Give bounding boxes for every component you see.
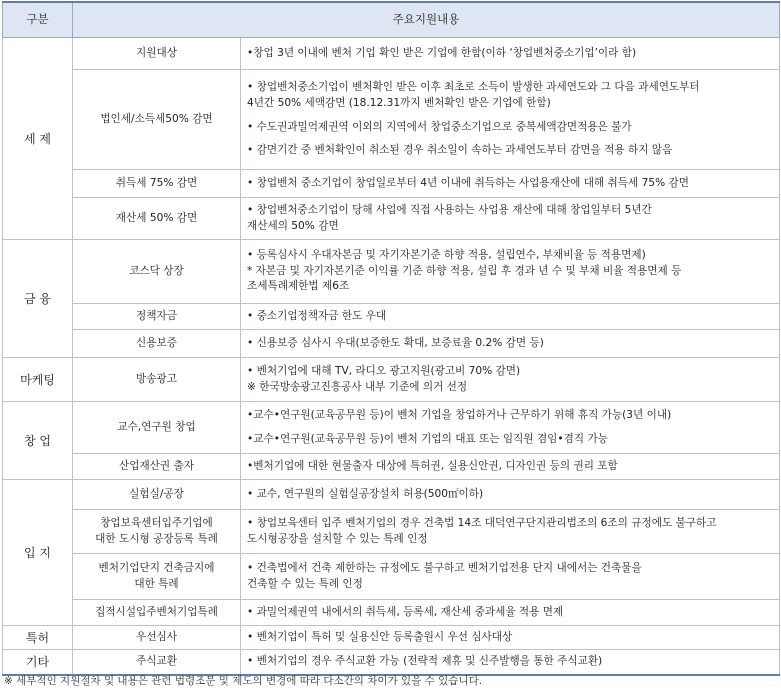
description-cell — [241, 402, 780, 454]
category-cell: 특허 — [3, 626, 73, 650]
category-cell: 금 융 — [3, 240, 73, 358]
description-line: • 창업벤처중소기업이 벤처확인 받은 이후 최초로 소득이 발생한 과세연도와 그 다음 과세연도부터 — [247, 80, 700, 93]
description-paragraph — [247, 143, 773, 159]
item-cell — [73, 402, 241, 454]
description-paragraph — [247, 432, 773, 448]
table-body — [3, 38, 780, 675]
table-row — [3, 650, 780, 675]
description-line: • 수도권과밀억제권역 이외의 지역에서 창업중소기업으로 중복세액감면적용은 불가 — [247, 120, 632, 133]
table-row — [3, 38, 780, 70]
item-label: 법인세/소득세50% 감면 — [100, 112, 213, 125]
description-line: 4년간 50% 세액감면 (18.12.31까지 벤처확인 받은 기업에 한함) — [247, 96, 551, 109]
table-row — [3, 480, 780, 510]
description-line: •교수•연구원(교육공무원 등)이 벤처 기업의 대표 또는 임직원 겸임•겸직 가능 — [247, 432, 608, 445]
item-label: 대한 특례 — [134, 577, 179, 590]
description-line: •창업 3년 이내에 벤처 기업 확인 받은 기업에 한함(이하 ‘창업벤처중소기업’이라 함) — [247, 46, 637, 59]
description-paragraph — [247, 336, 773, 352]
description-paragraph — [247, 561, 773, 593]
description-cell — [241, 480, 780, 510]
description-line: • 교수, 연구원의 실험실공장설치 허용(500㎡이하) — [247, 487, 484, 500]
category-cell: 입 지 — [3, 480, 73, 626]
table-row — [3, 304, 780, 330]
item-label: 창업보육센터입주기업에 — [100, 516, 213, 529]
item-label: 취득세 75% 감면 — [115, 176, 198, 189]
description-cell — [241, 330, 780, 358]
description-paragraph — [247, 309, 773, 325]
description-cell — [241, 554, 780, 600]
description-paragraph — [247, 487, 773, 503]
table-row — [3, 454, 780, 480]
description-paragraph — [247, 605, 773, 621]
table-row — [3, 600, 780, 626]
table-row — [3, 554, 780, 600]
description-line: • 신용보증 심사시 우대(보증한도 확대, 보증료율 0.2% 감면 등) — [247, 336, 544, 349]
item-cell — [73, 70, 241, 170]
item-label: 정책자금 — [136, 309, 177, 322]
item-cell — [73, 650, 241, 675]
item-cell — [73, 330, 241, 358]
item-cell — [73, 198, 241, 240]
description-paragraph — [247, 176, 773, 192]
item-label: 실험실/공장 — [129, 487, 184, 500]
item-cell — [73, 38, 241, 70]
description-paragraph — [247, 654, 773, 670]
description-paragraph — [247, 203, 773, 235]
category-cell: 기타 — [3, 650, 73, 675]
item-label: 집적시설입주벤처기업특례 — [95, 605, 218, 618]
description-line: • 창업보육센터 입주 벤처기업의 경우 건축법 14조 대덕연구단지관리법조의 6조의 규정에도 불구하고 — [247, 516, 717, 529]
category-cell: 세 제 — [3, 38, 73, 240]
table-row — [3, 70, 780, 170]
description-line: • 과밀억제권역 내에서의 취득세, 등록세, 재산세 중과세율 적용 면제 — [247, 605, 564, 618]
item-label: 지원대상 — [136, 46, 177, 59]
description-cell — [241, 600, 780, 626]
item-cell — [73, 170, 241, 198]
description-line: • 감면기간 중 벤처확인이 취소된 경우 취소일이 속하는 과세연도부터 감면을 적용 하지 않음 — [247, 144, 673, 157]
description-cell — [241, 626, 780, 650]
description-line: 재산세의 50% 감면 — [247, 219, 339, 232]
description-paragraph — [247, 459, 773, 475]
item-label: 우선심사 — [136, 630, 177, 643]
description-paragraph — [247, 120, 773, 136]
table-row — [3, 330, 780, 358]
item-cell — [73, 554, 241, 600]
description-line: •교수•연구원(교육공무원 등)이 벤처 기업을 창업하거나 근무하기 위해 휴직 가능(3년 이내) — [247, 408, 672, 421]
item-label: 재산세 50% 감면 — [115, 211, 198, 224]
table-row — [3, 170, 780, 198]
support-table — [2, 1, 780, 676]
description-line: • 벤처기업이 특허 및 실용신안 등록출원시 우선 심사대상 — [247, 630, 513, 643]
description-line: • 창업벤처중소기업이 당해 사업에 직접 사용하는 사업용 재산에 대해 창업일부터 5년간 — [247, 203, 652, 216]
description-line: ※ 한국방송광고진흥공사 내부 기준에 의거 선정 — [247, 380, 468, 393]
description-line: • 창업벤처 중소기업이 창업일로부터 4년 이내에 취득하는 사업용재산에 대해 취득세 75% 감면 — [247, 176, 689, 189]
description-cell — [241, 650, 780, 675]
description-paragraph — [247, 516, 773, 548]
item-cell — [73, 510, 241, 554]
description-paragraph — [247, 364, 773, 396]
header-content: 주요지원내용 — [73, 2, 780, 38]
description-paragraph — [247, 248, 773, 296]
table-row — [3, 402, 780, 454]
item-cell — [73, 480, 241, 510]
table-header-row — [3, 2, 780, 38]
table-row — [3, 510, 780, 554]
category-cell: 창 업 — [3, 402, 73, 480]
description-line: •벤처기업에 대한 현물출자 대상에 특허권, 실용신안권, 디자인권 등의 권리 포함 — [247, 459, 618, 472]
description-paragraph — [247, 630, 773, 646]
item-cell — [73, 600, 241, 626]
description-paragraph — [247, 408, 773, 424]
description-paragraph — [247, 80, 773, 112]
item-label: 교수,연구원 창업 — [117, 420, 196, 433]
table-row — [3, 626, 780, 650]
paragraph-gap — [247, 135, 773, 143]
table-row — [3, 358, 780, 402]
description-paragraph — [247, 46, 773, 62]
description-cell — [241, 454, 780, 480]
header-category: 구분 — [3, 2, 73, 38]
item-cell — [73, 304, 241, 330]
description-cell — [241, 510, 780, 554]
item-label: 주식교환 — [136, 654, 177, 667]
item-cell — [73, 626, 241, 650]
description-cell — [241, 198, 780, 240]
item-label: 산업재산권 출자 — [118, 459, 194, 472]
item-cell — [73, 240, 241, 304]
description-line: • 벤처기업의 경우 주식교환 가능 (전략적 제휴 및 신주발행을 통한 주식교환) — [247, 654, 603, 667]
paragraph-gap — [247, 424, 773, 432]
description-line: * 자본금 및 자기자본기준 이익률 기준 하향 적용, 설립 후 경과 년 수 및 부채 비율 적용면제 등 — [247, 264, 682, 277]
description-cell — [241, 240, 780, 304]
description-cell — [241, 38, 780, 70]
description-cell — [241, 70, 780, 170]
description-line: • 건축법에서 건축 제한하는 규정에도 불구하고 벤처기업전용 단지 내에서는 건축물을 — [247, 561, 642, 574]
description-line: • 중소기업정책자금 한도 우대 — [247, 309, 387, 322]
description-line: 건축할 수 있는 특례 인정 — [247, 577, 363, 590]
table-row — [3, 198, 780, 240]
item-label: 신용보증 — [136, 336, 177, 349]
description-line: 도시형공장을 설치할 수 있는 특례 인정 — [247, 532, 428, 545]
category-cell: 마케팅 — [3, 358, 73, 402]
description-cell — [241, 358, 780, 402]
description-line: • 벤처기업에 대해 TV, 라디오 광고지원(광고비 70% 감면) — [247, 364, 521, 377]
item-cell — [73, 454, 241, 480]
item-label: 방송광고 — [136, 372, 177, 385]
item-label: 대한 도시형 공장등록 특례 — [95, 532, 218, 545]
table-row — [3, 240, 780, 304]
description-cell — [241, 170, 780, 198]
description-line: 조세특례제한법 제6조 — [247, 280, 350, 293]
item-label: 코스닥 상장 — [129, 264, 184, 277]
item-cell — [73, 358, 241, 402]
description-line: • 등록심사시 우대자본금 및 자기자본기준 하향 적용, 설립연수, 부채비율 등 적용면제) — [247, 248, 646, 261]
item-label: 벤처기업단지 건축금지에 — [98, 561, 215, 574]
footnote: ※ 세부적인 지원절차 및 내용은 관련 법령조문 및 제도의 변경에 따라 다소간의 차이가 있을 수 있습니다. — [4, 675, 483, 687]
paragraph-gap — [247, 112, 773, 120]
description-cell — [241, 304, 780, 330]
